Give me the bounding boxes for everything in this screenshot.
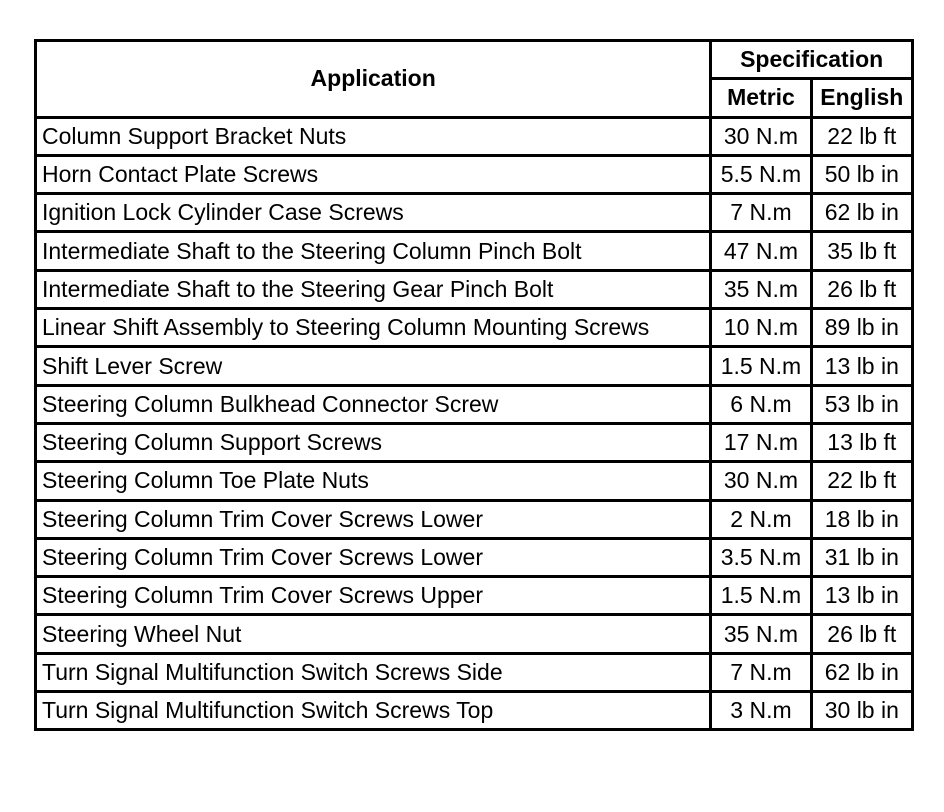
table-row — [36, 692, 913, 730]
english-cell: 13 lb in — [811, 347, 912, 385]
metric-cell: 3 N.m — [711, 692, 811, 730]
application-header: Application — [36, 41, 711, 118]
english-cell: 53 lb in — [811, 385, 912, 423]
table-row — [36, 309, 913, 347]
metric-cell: 35 N.m — [711, 270, 811, 308]
table-row — [36, 462, 913, 500]
english-cell: 22 lb ft — [811, 117, 912, 155]
metric-cell: 5.5 N.m — [711, 155, 811, 193]
header-row-top — [36, 41, 913, 79]
metric-cell: 35 N.m — [711, 615, 811, 653]
english-cell: 30 lb in — [811, 692, 912, 730]
table-row — [36, 615, 913, 653]
application-cell: Steering Column Trim Cover Screws Lower — [36, 500, 711, 538]
table-row — [36, 117, 913, 155]
english-cell: 18 lb in — [811, 500, 912, 538]
application-cell: Intermediate Shaft to the Steering Column Pinch Bolt — [36, 232, 711, 270]
english-cell: 89 lb in — [811, 309, 912, 347]
table-row — [36, 232, 913, 270]
table-row — [36, 577, 913, 615]
table-row — [36, 194, 913, 232]
metric-cell: 10 N.m — [711, 309, 811, 347]
metric-cell: 1.5 N.m — [711, 577, 811, 615]
table-row — [36, 385, 913, 423]
english-cell: 26 lb ft — [811, 270, 912, 308]
metric-header: Metric — [711, 79, 811, 117]
english-cell: 50 lb in — [811, 155, 912, 193]
application-cell: Column Support Bracket Nuts — [36, 117, 711, 155]
application-cell: Horn Contact Plate Screws — [36, 155, 711, 193]
application-cell: Steering Column Trim Cover Screws Lower — [36, 538, 711, 576]
application-cell: Steering Column Trim Cover Screws Upper — [36, 577, 711, 615]
application-cell: Turn Signal Multifunction Switch Screws Top — [36, 692, 711, 730]
metric-cell: 6 N.m — [711, 385, 811, 423]
table-row — [36, 653, 913, 691]
metric-cell: 17 N.m — [711, 423, 811, 461]
english-cell: 62 lb in — [811, 194, 912, 232]
table-row — [36, 538, 913, 576]
metric-cell: 30 N.m — [711, 462, 811, 500]
application-cell: Steering Wheel Nut — [36, 615, 711, 653]
english-cell: 13 lb ft — [811, 423, 912, 461]
specification-table — [34, 39, 914, 731]
english-header: English — [811, 79, 912, 117]
table-row — [36, 155, 913, 193]
table-row — [36, 500, 913, 538]
application-cell: Steering Column Support Screws — [36, 423, 711, 461]
application-cell: Steering Column Bulkhead Connector Screw — [36, 385, 711, 423]
application-cell: Ignition Lock Cylinder Case Screws — [36, 194, 711, 232]
table-body — [36, 117, 913, 730]
application-cell: Linear Shift Assembly to Steering Column Mounting Screws — [36, 309, 711, 347]
english-cell: 62 lb in — [811, 653, 912, 691]
table-row — [36, 270, 913, 308]
application-cell: Shift Lever Screw — [36, 347, 711, 385]
table-header — [36, 41, 913, 118]
application-cell: Steering Column Toe Plate Nuts — [36, 462, 711, 500]
application-cell: Turn Signal Multifunction Switch Screws Side — [36, 653, 711, 691]
metric-cell: 3.5 N.m — [711, 538, 811, 576]
application-cell: Intermediate Shaft to the Steering Gear Pinch Bolt — [36, 270, 711, 308]
metric-cell: 30 N.m — [711, 117, 811, 155]
english-cell: 35 lb ft — [811, 232, 912, 270]
metric-cell: 7 N.m — [711, 653, 811, 691]
metric-cell: 7 N.m — [711, 194, 811, 232]
english-cell: 22 lb ft — [811, 462, 912, 500]
metric-cell: 47 N.m — [711, 232, 811, 270]
table-row — [36, 423, 913, 461]
specification-header: Specification — [711, 41, 913, 79]
metric-cell: 1.5 N.m — [711, 347, 811, 385]
table-row — [36, 347, 913, 385]
metric-cell: 2 N.m — [711, 500, 811, 538]
english-cell: 31 lb in — [811, 538, 912, 576]
english-cell: 26 lb ft — [811, 615, 912, 653]
english-cell: 13 lb in — [811, 577, 912, 615]
